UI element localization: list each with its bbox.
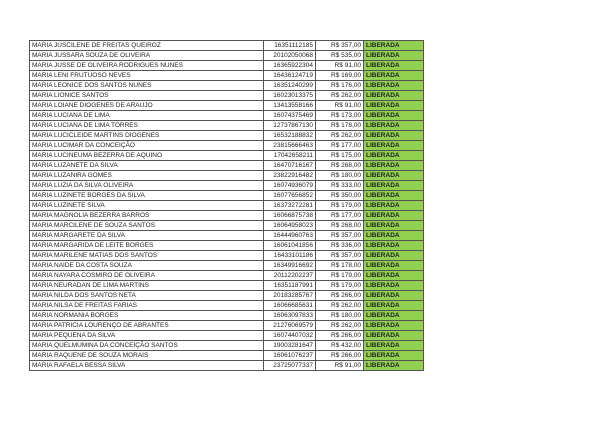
value-cell: R$ 180,00 [316, 311, 364, 321]
table-row [30, 111, 424, 121]
value-cell: R$ 268,00 [316, 161, 364, 171]
table-row [30, 81, 424, 91]
code-cell: 23822916482 [264, 171, 316, 181]
code-cell: 16077656852 [264, 191, 316, 201]
table-row [30, 221, 424, 231]
status-cell: LIBERADA [364, 101, 424, 111]
table-row [30, 171, 424, 181]
code-cell: 16063097833 [264, 311, 316, 321]
status-cell: LIBERADA [364, 51, 424, 61]
value-cell: R$ 176,00 [316, 81, 364, 91]
code-cell: 16433101186 [264, 251, 316, 261]
name-cell: MARIA NILDA DOS SANTOS NETA [30, 291, 264, 301]
value-cell: R$ 169,00 [316, 71, 364, 81]
table-body [30, 41, 424, 371]
table-row [30, 91, 424, 101]
table-row [30, 271, 424, 281]
name-cell: MARIA RAFAELA BESSA SILVA [30, 361, 264, 371]
status-cell: LIBERADA [364, 271, 424, 281]
name-cell: MARIA LUZINETE SILVA [30, 201, 264, 211]
code-cell: 20102050068 [264, 51, 316, 61]
name-cell: MARIA LUCIANA DE LIMA [30, 111, 264, 121]
status-cell: LIBERADA [364, 251, 424, 261]
table-row [30, 121, 424, 131]
value-cell: R$ 177,00 [316, 141, 364, 151]
code-cell: 16351187991 [264, 281, 316, 291]
code-cell: 16061076237 [264, 351, 316, 361]
code-cell: 19003281647 [264, 341, 316, 351]
name-cell: MARIA JUSSARA SOUZA DE OLIVEIRA [30, 51, 264, 61]
value-cell: R$ 175,00 [316, 151, 364, 161]
value-cell: R$ 179,00 [316, 271, 364, 281]
name-cell: MARIA LIONICE SANTOS [30, 91, 264, 101]
name-cell: MARIA LOIANE DIOGENES DE ARAUJO [30, 101, 264, 111]
status-cell: LIBERADA [364, 91, 424, 101]
value-cell: R$ 266,00 [316, 331, 364, 341]
code-cell: 16436124719 [264, 71, 316, 81]
value-cell: R$ 432,00 [316, 341, 364, 351]
code-cell: 23815666463 [264, 141, 316, 151]
value-cell: R$ 178,00 [316, 121, 364, 131]
value-cell: R$ 336,00 [316, 241, 364, 251]
value-cell: R$ 350,00 [316, 191, 364, 201]
name-cell: MARIA JUSSE DE OLIVEIRA RODRIGUES NUNES [30, 61, 264, 71]
value-cell: R$ 91,00 [316, 361, 364, 371]
name-cell: MARIA NORMANIA BORGES [30, 311, 264, 321]
value-cell: R$ 357,00 [316, 41, 364, 51]
value-cell: R$ 357,00 [316, 251, 364, 261]
status-cell: LIBERADA [364, 41, 424, 51]
status-cell: LIBERADA [364, 231, 424, 241]
table-row [30, 341, 424, 351]
table-row [30, 311, 424, 321]
name-cell: MARIA MARILENE MATIAS DOS SANTOS [30, 251, 264, 261]
code-cell: 16066875738 [264, 211, 316, 221]
value-cell: R$ 262,00 [316, 321, 364, 331]
table-row [30, 261, 424, 271]
table-row [30, 251, 424, 261]
table-row [30, 61, 424, 71]
code-cell: 20112202237 [264, 271, 316, 281]
name-cell: MARIA LUZINETE BORGES DA SILVA [30, 191, 264, 201]
value-cell: R$ 173,00 [316, 111, 364, 121]
table-row [30, 231, 424, 241]
table-row [30, 51, 424, 61]
value-cell: R$ 266,00 [316, 291, 364, 301]
status-cell: LIBERADA [364, 131, 424, 141]
table-row [30, 151, 424, 161]
table-row [30, 281, 424, 291]
name-cell: MARIA LUCINEUMA BEZERRA DE AQUINO [30, 151, 264, 161]
name-cell: MARIA PEQUENA DA SILVA [30, 331, 264, 341]
table-row [30, 161, 424, 171]
name-cell: MARIA NAIDE DA COSTA SOUZA [30, 261, 264, 271]
status-cell: LIBERADA [364, 211, 424, 221]
table-row [30, 71, 424, 81]
status-cell: LIBERADA [364, 111, 424, 121]
code-cell: 17042658211 [264, 151, 316, 161]
status-cell: LIBERADA [364, 341, 424, 351]
code-cell: 16365922304 [264, 61, 316, 71]
code-cell: 16373272281 [264, 201, 316, 211]
beneficiary-table [29, 40, 424, 371]
code-cell: 16074936079 [264, 181, 316, 191]
name-cell: MARIA LENI FRUTUOSO NEVES [30, 71, 264, 81]
table-row [30, 331, 424, 341]
name-cell: MARIA NAYARA COSMIRO DE OLIVEIRA [30, 271, 264, 281]
status-cell: LIBERADA [364, 331, 424, 341]
name-cell: MARIA MARGARIDA DE LEITE BORGES [30, 241, 264, 251]
code-cell: 20183285767 [264, 291, 316, 301]
code-cell: 16074407032 [264, 331, 316, 341]
status-cell: LIBERADA [364, 61, 424, 71]
status-cell: LIBERADA [364, 291, 424, 301]
table-row [30, 351, 424, 361]
status-cell: LIBERADA [364, 171, 424, 181]
value-cell: R$ 535,00 [316, 51, 364, 61]
code-cell: 16061041856 [264, 241, 316, 251]
table-row [30, 181, 424, 191]
code-cell: 13413558166 [264, 101, 316, 111]
status-cell: LIBERADA [364, 221, 424, 231]
table-row [30, 321, 424, 331]
table-row [30, 101, 424, 111]
status-cell: LIBERADA [364, 191, 424, 201]
status-cell: LIBERADA [364, 281, 424, 291]
code-cell: 16349916692 [264, 261, 316, 271]
value-cell: R$ 177,00 [316, 211, 364, 221]
name-cell: MARIA RAQUENE DE SOUZA MORAIS [30, 351, 264, 361]
code-cell: 16074375469 [264, 111, 316, 121]
code-cell: 16351240299 [264, 81, 316, 91]
name-cell: MARIA QUELMUMINA DA CONCEIÇÃO SANTOS [30, 341, 264, 351]
name-cell: MARIA NILSA DE FREITAS FARIAS [30, 301, 264, 311]
status-cell: LIBERADA [364, 141, 424, 151]
status-cell: LIBERADA [364, 351, 424, 361]
status-cell: LIBERADA [364, 181, 424, 191]
value-cell: R$ 262,00 [316, 301, 364, 311]
name-cell: MARIA LUCICLEIDE MARTINS DIOGENES [30, 131, 264, 141]
status-cell: LIBERADA [364, 241, 424, 251]
code-cell: 16066685631 [264, 301, 316, 311]
value-cell: R$ 262,00 [316, 131, 364, 141]
status-cell: LIBERADA [364, 261, 424, 271]
value-cell: R$ 178,00 [316, 261, 364, 271]
value-cell: R$ 357,00 [316, 231, 364, 241]
table-row [30, 301, 424, 311]
value-cell: R$ 333,00 [316, 181, 364, 191]
code-cell: 23725077337 [264, 361, 316, 371]
code-cell: 16351112185 [264, 41, 316, 51]
value-cell: R$ 268,00 [316, 221, 364, 231]
table-row [30, 291, 424, 301]
status-cell: LIBERADA [364, 121, 424, 131]
code-cell: 16064958023 [264, 221, 316, 231]
status-cell: LIBERADA [364, 301, 424, 311]
table-row [30, 191, 424, 201]
table-row [30, 241, 424, 251]
value-cell: R$ 179,00 [316, 281, 364, 291]
value-cell: R$ 91,00 [316, 61, 364, 71]
status-cell: LIBERADA [364, 81, 424, 91]
name-cell: MARIA NEURADAN DE LIMA MARTINS [30, 281, 264, 291]
name-cell: MARIA LUCIANA DE LIMA TORRES [30, 121, 264, 131]
table-row [30, 211, 424, 221]
name-cell: MARIA LEONICE DOS SANTOS NUNES [30, 81, 264, 91]
status-cell: LIBERADA [364, 151, 424, 161]
code-cell: 16444960763 [264, 231, 316, 241]
value-cell: R$ 262,00 [316, 91, 364, 101]
table-row [30, 131, 424, 141]
code-cell: 16470716167 [264, 161, 316, 171]
name-cell: MARIA LUZIA DA SILVA OLIVEIRA [30, 181, 264, 191]
value-cell: R$ 266,00 [316, 351, 364, 361]
value-cell: R$ 179,00 [316, 201, 364, 211]
table-row [30, 201, 424, 211]
table-row [30, 41, 424, 51]
value-cell: R$ 180,00 [316, 171, 364, 181]
name-cell: MARIA LUZANETE DA SILVA [30, 161, 264, 171]
code-cell: 21276069579 [264, 321, 316, 331]
status-cell: LIBERADA [364, 71, 424, 81]
status-cell: LIBERADA [364, 321, 424, 331]
name-cell: MARIA MAGNOLIA BEZERRA BARROS [30, 211, 264, 221]
code-cell: 16532188832 [264, 131, 316, 141]
status-cell: LIBERADA [364, 161, 424, 171]
name-cell: MARIA LUZANIRA GOMES [30, 171, 264, 181]
name-cell: MARIA LUCIMAR DA CONCEIÇÃO [30, 141, 264, 151]
name-cell: MARIA JUSCILENE DE FREITAS QUEIROZ [30, 41, 264, 51]
name-cell: MARIA MARGARETE DA SILVA [30, 231, 264, 241]
status-cell: LIBERADA [364, 201, 424, 211]
value-cell: R$ 91,00 [316, 101, 364, 111]
name-cell: MARIA PATRICIA LOURENÇO DE ABRANTES [30, 321, 264, 331]
table-row [30, 141, 424, 151]
status-cell: LIBERADA [364, 311, 424, 321]
status-cell: LIBERADA [364, 361, 424, 371]
code-cell: 12737867130 [264, 121, 316, 131]
name-cell: MARIA MARCILENE DE SOUZA SANTOS [30, 221, 264, 231]
table-row [30, 361, 424, 371]
code-cell: 16023013375 [264, 91, 316, 101]
